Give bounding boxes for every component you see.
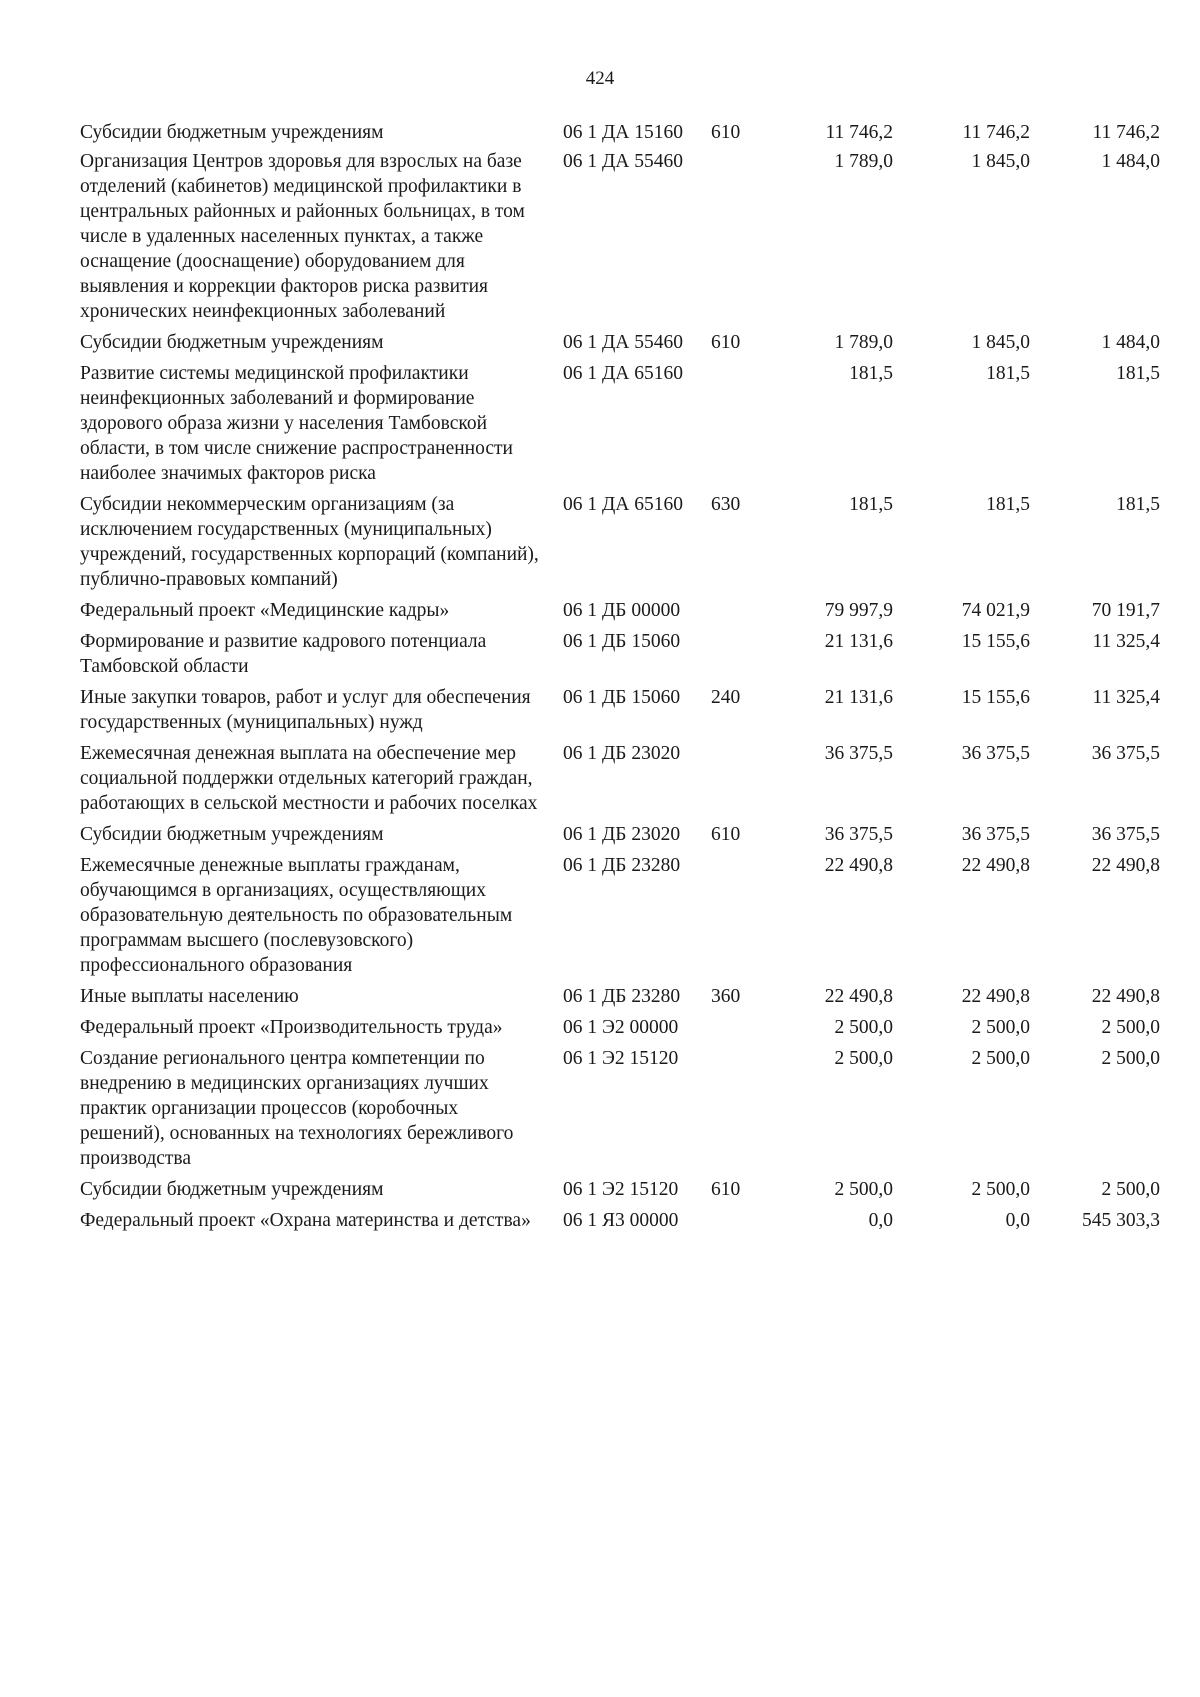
row-code: 06 1 ДА 15160 <box>563 122 684 143</box>
row-year3-amount: 11 325,4 <box>1092 631 1160 652</box>
row-name: Федеральный проект «Медицинские кадры» <box>80 600 450 621</box>
row-year1-amount: 11 746,2 <box>825 122 893 143</box>
page-number: 424 <box>585 68 615 89</box>
row-name: Субсидии бюджетным учреждениям <box>80 332 384 353</box>
row-year1-amount: 36 375,5 <box>824 743 893 764</box>
row-name: Формирование и развитие кадрового потенциала Тамбовской области <box>80 631 487 677</box>
row-year2-amount: 2 500,0 <box>971 1179 1030 1200</box>
table-row <box>80 1177 1160 1202</box>
row-year1-amount: 22 490,8 <box>824 855 893 876</box>
table-row <box>80 330 1160 355</box>
row-name: Субсидии бюджетным учреждениям <box>80 824 384 845</box>
row-expense-type <box>705 1015 763 1040</box>
row-year3-amount: 36 375,5 <box>1091 824 1160 845</box>
row-year1-amount: 36 375,5 <box>824 824 893 845</box>
row-year3-amount: 181,5 <box>1116 494 1160 515</box>
row-expense-type <box>705 598 763 623</box>
row-year3-amount: 11 325,4 <box>1092 687 1160 708</box>
row-code: 06 1 Э2 00000 <box>563 1017 679 1038</box>
row-code: 06 1 ДБ 23020 <box>563 743 681 764</box>
row-year1-amount: 0,0 <box>868 1210 893 1231</box>
row-year3-amount: 2 500,0 <box>1101 1179 1160 1200</box>
row-name: Иные выплаты населению <box>80 986 299 1007</box>
table-row <box>80 685 1160 735</box>
row-year2-amount: 2 500,0 <box>971 1048 1030 1069</box>
row-code: 06 1 Я3 00000 <box>563 1210 679 1231</box>
table-row <box>80 149 1160 324</box>
row-year1-amount: 79 997,9 <box>824 600 893 621</box>
row-year2-amount: 36 375,5 <box>961 824 1030 845</box>
row-code: 06 1 Э2 15120 <box>563 1048 679 1069</box>
row-year2-amount: 22 490,8 <box>961 855 1030 876</box>
row-year1-amount: 181,5 <box>849 494 893 515</box>
table-row <box>80 853 1160 978</box>
table-row <box>80 984 1160 1009</box>
row-expense-type: 240 <box>711 687 741 708</box>
row-year1-amount: 1 789,0 <box>834 151 893 172</box>
row-name: Федеральный проект «Производительность труда» <box>80 1017 503 1038</box>
row-year2-amount: 11 746,2 <box>962 122 1030 143</box>
table-row <box>80 598 1160 623</box>
row-year1-amount: 22 490,8 <box>824 986 893 1007</box>
row-year1-amount: 2 500,0 <box>834 1017 893 1038</box>
table-row <box>80 822 1160 847</box>
row-name: Ежемесячная денежная выплата на обеспечение мер социальной поддержки отдельных категорий граждан, работающих в сельской местности и рабочих поселках <box>80 743 538 814</box>
row-code: 06 1 ДА 65160 <box>563 494 684 515</box>
row-code: 06 1 ДБ 23280 <box>563 986 681 1007</box>
row-year1-amount: 21 131,6 <box>824 631 893 652</box>
row-year3-amount: 1 484,0 <box>1101 332 1160 353</box>
row-expense-type: 610 <box>711 122 741 143</box>
table-row <box>80 1208 1160 1233</box>
row-year3-amount: 22 490,8 <box>1091 986 1160 1007</box>
row-year3-amount: 36 375,5 <box>1091 743 1160 764</box>
row-expense-type: 610 <box>711 332 741 353</box>
row-expense-type: 360 <box>711 986 741 1007</box>
table-row <box>80 1015 1160 1040</box>
row-year2-amount: 15 155,6 <box>961 687 1030 708</box>
row-code: 06 1 ДА 55460 <box>563 332 684 353</box>
row-year2-amount: 22 490,8 <box>961 986 1030 1007</box>
row-name: Организация Центров здоровья для взрослых на базе отделений (кабинетов) медицинской профилактики в центральных районных и районных больницах, в том числе в удаленных населенных пунктах, а также оснащение (дооснащение) оборудованием для выявления и коррекции факторов риска развития хронических неинфекционных заболеваний <box>80 151 525 322</box>
row-year3-amount: 22 490,8 <box>1091 855 1160 876</box>
row-name: Развитие системы медицинской профилактики неинфекционных заболеваний и формирование здорового образа жизни у населения Тамбовской области, в том числе снижение распространенности наиболее значимых факторов риска <box>80 363 513 484</box>
row-expense-type: 610 <box>711 1179 741 1200</box>
row-year3-amount: 545 303,3 <box>1082 1210 1160 1231</box>
table-row <box>80 492 1160 592</box>
row-expense-type <box>705 1208 763 1233</box>
row-year2-amount: 181,5 <box>986 363 1030 384</box>
row-code: 06 1 ДБ 00000 <box>563 600 681 621</box>
table-row <box>80 629 1160 679</box>
row-code: 06 1 ДБ 15060 <box>563 631 681 652</box>
row-year2-amount: 1 845,0 <box>971 332 1030 353</box>
row-year3-amount: 70 191,7 <box>1091 600 1160 621</box>
row-year1-amount: 2 500,0 <box>834 1048 893 1069</box>
budget-table <box>80 120 1160 1239</box>
row-code: 06 1 ДА 55460 <box>563 151 684 172</box>
row-year1-amount: 2 500,0 <box>834 1179 893 1200</box>
row-expense-type: 610 <box>711 824 741 845</box>
row-expense-type <box>705 1046 763 1171</box>
row-name: Субсидии бюджетным учреждениям <box>80 122 384 143</box>
row-year3-amount: 11 746,2 <box>1092 122 1160 143</box>
row-year1-amount: 21 131,6 <box>824 687 893 708</box>
table-row <box>80 741 1160 816</box>
row-year2-amount: 36 375,5 <box>961 743 1030 764</box>
table-row <box>80 361 1160 486</box>
row-code: 06 1 ДА 65160 <box>563 363 684 384</box>
row-year3-amount: 181,5 <box>1116 363 1160 384</box>
row-year2-amount: 15 155,6 <box>961 631 1030 652</box>
row-expense-type <box>705 629 763 679</box>
row-name: Субсидии некоммерческим организациям (за исключением государственных (муниципальных) учреждений, государственных корпораций (компаний), публично-правовых компаний) <box>80 494 539 590</box>
row-expense-type <box>705 149 763 324</box>
row-name: Иные закупки товаров, работ и услуг для обеспечения государственных (муниципальных) нужд <box>80 687 531 733</box>
table-row <box>80 120 1160 145</box>
row-year2-amount: 1 845,0 <box>971 151 1030 172</box>
row-year2-amount: 0,0 <box>1005 1210 1030 1231</box>
row-name: Ежемесячные денежные выплаты гражданам, обучающимся в организациях, осуществляющих образовательную деятельность по образовательным программам высшего (послевузовского) профессионального образования <box>80 855 513 976</box>
row-year3-amount: 2 500,0 <box>1101 1048 1160 1069</box>
row-year2-amount: 74 021,9 <box>961 600 1030 621</box>
row-expense-type <box>705 361 763 486</box>
table-row <box>80 1046 1160 1171</box>
row-expense-type <box>705 853 763 978</box>
row-name: Субсидии бюджетным учреждениям <box>80 1179 384 1200</box>
row-expense-type: 630 <box>711 494 741 515</box>
row-year3-amount: 2 500,0 <box>1101 1017 1160 1038</box>
row-code: 06 1 ДБ 15060 <box>563 687 681 708</box>
row-code: 06 1 Э2 15120 <box>563 1179 679 1200</box>
row-year2-amount: 181,5 <box>986 494 1030 515</box>
row-code: 06 1 ДБ 23020 <box>563 824 681 845</box>
row-year2-amount: 2 500,0 <box>971 1017 1030 1038</box>
row-year1-amount: 181,5 <box>849 363 893 384</box>
row-year3-amount: 1 484,0 <box>1101 151 1160 172</box>
row-year1-amount: 1 789,0 <box>834 332 893 353</box>
row-expense-type <box>705 741 763 816</box>
row-name: Создание регионального центра компетенции по внедрению в медицинских организациях лучших практик организации процессов (коробочных решений), основанных на технологиях бережливого производства <box>80 1048 514 1169</box>
row-code: 06 1 ДБ 23280 <box>563 855 681 876</box>
row-name: Федеральный проект «Охрана материнства и детства» <box>80 1210 531 1231</box>
